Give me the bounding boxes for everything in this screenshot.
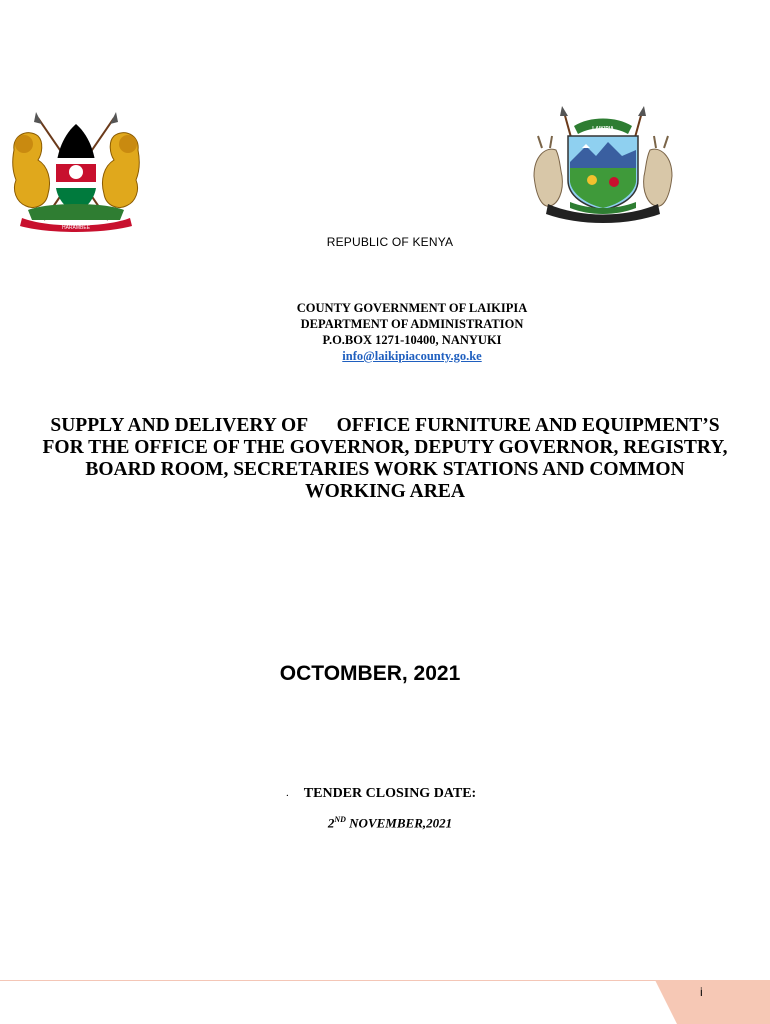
title-line-3: BOARD ROOM, SECRETARIES WORK STATIONS AND COMMON <box>85 459 685 480</box>
footer-accent-shape <box>655 980 770 1024</box>
po-box-line: P.O.BOX 1271-10400, NANYUKI <box>322 333 502 347</box>
tender-day-suffix: ND <box>334 815 346 824</box>
tender-closing-date <box>200 815 580 831</box>
email-link[interactable]: info@laikipiacounty.go.ke <box>342 349 482 363</box>
footer-divider <box>0 980 660 981</box>
title-line-4: WORKING AREA <box>305 481 465 502</box>
title-line-2: FOR THE OFFICE OF THE GOVERNOR, DEPUTY GOVERNOR, REGISTRY, <box>42 437 728 458</box>
tender-closing-label: TENDER CLOSING DATE: <box>303 786 477 801</box>
republic-heading: REPUBLIC OF KENYA <box>326 235 454 249</box>
list-bullet: . <box>286 787 289 799</box>
county-banner-text: LAIKIPIA <box>592 126 614 132</box>
document-date: OCTOMBER, 2021 <box>279 662 461 685</box>
county-government-line: COUNTY GOVERNMENT OF LAIKIPIA <box>296 301 528 315</box>
page-number: i <box>700 985 703 999</box>
laikipia-county-emblem-icon <box>530 106 676 230</box>
department-line: DEPARTMENT OF ADMINISTRATION <box>300 317 524 331</box>
tender-day: 2 <box>327 815 335 831</box>
document-title <box>0 415 770 503</box>
kenya-coat-of-arms-icon <box>8 110 144 232</box>
kenya-motto-text: HARAMBEE <box>61 225 91 231</box>
tender-month-year: NOVEMBER,2021 <box>345 815 453 831</box>
title-line-1: SUPPLY AND DELIVERY OF OFFICE FURNITURE AND EQUIPMENT’S <box>50 415 720 436</box>
address-block <box>210 300 614 364</box>
